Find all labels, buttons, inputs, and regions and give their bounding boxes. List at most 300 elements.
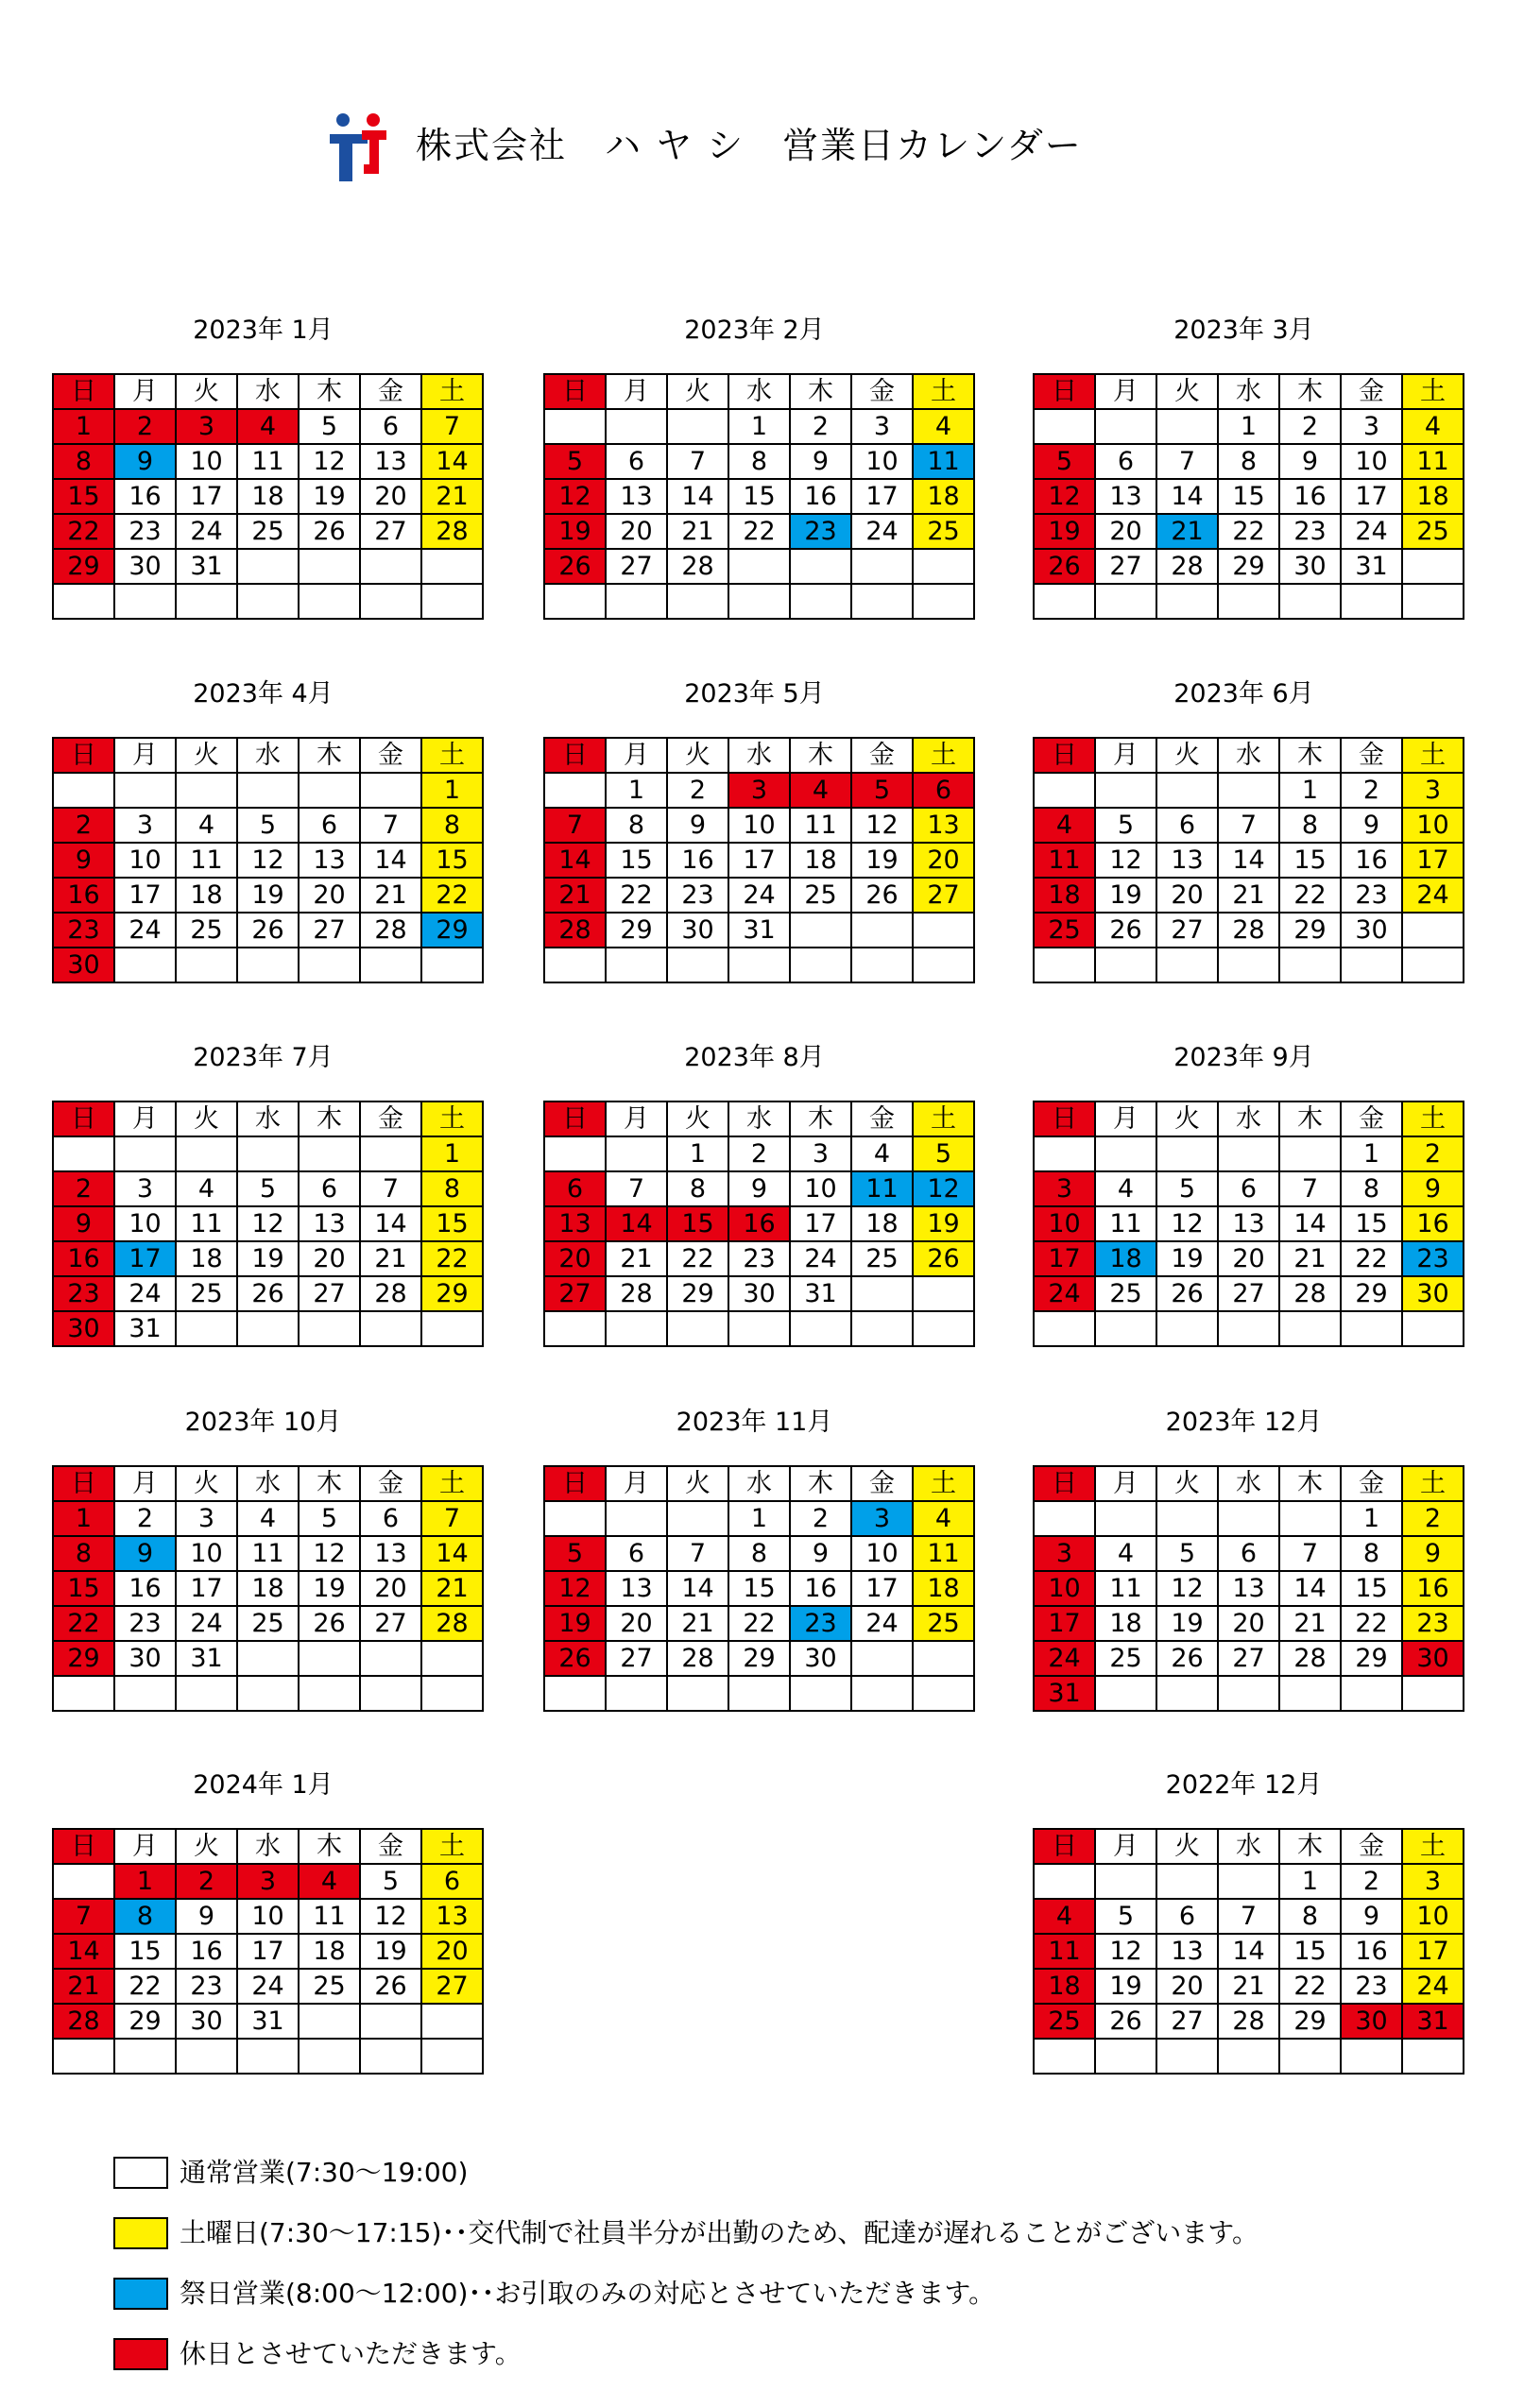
day-cell: 28 — [1279, 1276, 1341, 1311]
day-cell: 15 — [606, 843, 667, 878]
weekday-header: 土 — [1402, 374, 1464, 409]
empty-cell — [606, 1676, 667, 1711]
day-cell: 31 — [728, 913, 790, 948]
empty-cell — [421, 584, 483, 619]
day-cell: 11 — [1034, 843, 1095, 878]
day-cell: 17 — [851, 479, 913, 514]
day-cell: 12 — [299, 1536, 360, 1571]
day-cell: 12 — [237, 843, 299, 878]
empty-cell — [1156, 1136, 1218, 1171]
week-row — [544, 1136, 974, 1171]
month-table — [543, 737, 975, 983]
empty-cell — [851, 1641, 913, 1676]
weekday-header: 金 — [360, 1829, 421, 1864]
empty-cell — [851, 584, 913, 619]
week-row — [544, 1276, 974, 1311]
day-cell: 10 — [728, 808, 790, 843]
day-cell: 30 — [176, 2004, 237, 2039]
day-cell: 18 — [299, 1934, 360, 1969]
weekday-header-row — [544, 374, 974, 409]
weekday-header: 火 — [176, 1102, 237, 1136]
day-cell: 1 — [728, 1501, 790, 1536]
week-row — [53, 1899, 483, 1934]
day-cell: 14 — [667, 1571, 728, 1606]
weekday-header: 木 — [1279, 374, 1341, 409]
day-cell: 9 — [114, 444, 176, 479]
day-cell: 20 — [606, 514, 667, 549]
week-row — [1034, 479, 1464, 514]
empty-cell — [544, 773, 606, 808]
day-cell: 28 — [421, 514, 483, 549]
day-cell: 20 — [299, 1241, 360, 1276]
week-row — [544, 1501, 974, 1536]
day-cell: 17 — [1034, 1241, 1095, 1276]
day-cell: 4 — [299, 1864, 360, 1899]
empty-cell — [1341, 1311, 1402, 1346]
empty-cell — [1279, 1501, 1341, 1536]
weekday-header: 火 — [667, 738, 728, 773]
weekday-header: 月 — [606, 1102, 667, 1136]
day-cell: 8 — [1341, 1536, 1402, 1571]
day-cell: 31 — [790, 1276, 851, 1311]
empty-cell — [728, 1311, 790, 1346]
day-cell: 21 — [360, 878, 421, 913]
month-title: 2023年 8月 — [684, 1043, 825, 1072]
empty-cell — [1218, 584, 1279, 619]
day-cell: 3 — [790, 1136, 851, 1171]
week-row — [1034, 1571, 1464, 1606]
day-cell: 6 — [299, 808, 360, 843]
weekday-header: 水 — [728, 738, 790, 773]
day-cell: 25 — [1034, 913, 1095, 948]
day-cell: 19 — [237, 878, 299, 913]
day-cell: 29 — [728, 1641, 790, 1676]
weekday-header: 水 — [728, 1102, 790, 1136]
day-cell: 27 — [1095, 549, 1156, 584]
day-cell: 1 — [728, 409, 790, 444]
day-cell: 7 — [421, 1501, 483, 1536]
empty-cell — [237, 1136, 299, 1171]
day-cell: 28 — [667, 1641, 728, 1676]
week-row — [53, 444, 483, 479]
empty-cell — [606, 1501, 667, 1536]
day-cell: 11 — [790, 808, 851, 843]
week-row — [1034, 514, 1464, 549]
day-cell: 19 — [851, 843, 913, 878]
day-cell: 15 — [114, 1934, 176, 1969]
weekday-header: 金 — [851, 1466, 913, 1501]
weekday-header: 日 — [544, 1466, 606, 1501]
empty-cell — [1095, 409, 1156, 444]
weekday-header-row — [1034, 738, 1464, 773]
day-cell: 21 — [606, 1241, 667, 1276]
day-cell: 8 — [114, 1899, 176, 1934]
day-cell: 14 — [606, 1206, 667, 1241]
day-cell: 2 — [1402, 1136, 1464, 1171]
day-cell: 22 — [728, 1606, 790, 1641]
day-cell: 5 — [1156, 1171, 1218, 1206]
weekday-header-row — [53, 374, 483, 409]
day-cell: 11 — [237, 444, 299, 479]
day-cell: 18 — [237, 479, 299, 514]
weekday-header-row — [1034, 1466, 1464, 1501]
day-cell: 31 — [1402, 2004, 1464, 2039]
day-cell: 14 — [1156, 479, 1218, 514]
day-cell: 5 — [1095, 1899, 1156, 1934]
empty-cell — [851, 913, 913, 948]
empty-cell — [606, 1311, 667, 1346]
day-cell: 8 — [728, 1536, 790, 1571]
week-row — [53, 1206, 483, 1241]
day-cell: 10 — [1341, 444, 1402, 479]
weekday-header: 月 — [1095, 738, 1156, 773]
month-title: 2023年 7月 — [193, 1043, 334, 1072]
day-cell: 24 — [851, 514, 913, 549]
empty-cell — [1218, 2039, 1279, 2074]
day-cell: 15 — [1341, 1571, 1402, 1606]
day-cell: 1 — [1341, 1501, 1402, 1536]
legend-swatch-red — [113, 2338, 168, 2370]
day-cell: 11 — [1034, 1934, 1095, 1969]
day-cell: 21 — [667, 514, 728, 549]
empty-cell — [53, 1136, 114, 1171]
empty-cell — [299, 773, 360, 808]
day-cell: 22 — [1279, 1969, 1341, 2004]
day-cell: 28 — [1156, 549, 1218, 584]
day-cell: 21 — [1279, 1241, 1341, 1276]
weekday-header: 金 — [360, 1466, 421, 1501]
day-cell: 21 — [667, 1606, 728, 1641]
weekday-header: 水 — [237, 1466, 299, 1501]
day-cell: 26 — [544, 1641, 606, 1676]
empty-cell — [421, 1641, 483, 1676]
week-row — [53, 1171, 483, 1206]
week-row — [1034, 1536, 1464, 1571]
day-cell: 11 — [913, 1536, 974, 1571]
day-cell: 10 — [1402, 808, 1464, 843]
day-cell: 16 — [1402, 1571, 1464, 1606]
empty-cell — [667, 948, 728, 982]
weekday-header: 日 — [1034, 738, 1095, 773]
day-cell: 5 — [1095, 808, 1156, 843]
empty-cell — [544, 1676, 606, 1711]
empty-cell — [114, 773, 176, 808]
empty-cell — [1402, 1676, 1464, 1711]
month-title: 2023年 5月 — [684, 679, 825, 709]
day-cell: 12 — [360, 1899, 421, 1934]
weekday-header-row — [53, 1102, 483, 1136]
weekday-header: 水 — [728, 374, 790, 409]
day-cell: 22 — [421, 1241, 483, 1276]
empty-cell — [237, 2039, 299, 2074]
day-cell: 15 — [667, 1206, 728, 1241]
week-row — [53, 948, 483, 982]
weekday-header: 金 — [1341, 1102, 1402, 1136]
day-cell: 30 — [114, 549, 176, 584]
week-row — [1034, 1501, 1464, 1536]
week-row — [53, 1864, 483, 1899]
weekday-header: 土 — [1402, 1102, 1464, 1136]
day-cell: 13 — [913, 808, 974, 843]
empty-cell — [913, 948, 974, 982]
day-cell: 30 — [1279, 549, 1341, 584]
day-cell: 3 — [1034, 1171, 1095, 1206]
day-cell: 2 — [790, 1501, 851, 1536]
empty-cell — [1402, 1311, 1464, 1346]
weekday-header: 水 — [237, 1829, 299, 1864]
weekday-header-row — [544, 1102, 974, 1136]
empty-cell — [851, 1276, 913, 1311]
week-row — [1034, 913, 1464, 948]
month-table — [1033, 1465, 1464, 1712]
weekday-header: 木 — [790, 374, 851, 409]
day-cell: 9 — [790, 444, 851, 479]
day-cell: 18 — [913, 479, 974, 514]
weekday-header-row — [53, 1466, 483, 1501]
empty-cell — [790, 913, 851, 948]
empty-cell — [1034, 773, 1095, 808]
day-cell: 20 — [1218, 1606, 1279, 1641]
weekday-header: 土 — [421, 374, 483, 409]
day-cell: 15 — [728, 479, 790, 514]
empty-cell — [176, 584, 237, 619]
weekday-header: 水 — [728, 1466, 790, 1501]
day-cell: 11 — [299, 1899, 360, 1934]
day-cell: 7 — [1156, 444, 1218, 479]
empty-cell — [53, 1864, 114, 1899]
month-table — [543, 1101, 975, 1347]
weekday-header: 日 — [53, 374, 114, 409]
weekday-header: 土 — [1402, 1466, 1464, 1501]
day-cell: 9 — [114, 1536, 176, 1571]
day-cell: 14 — [421, 444, 483, 479]
weekday-header: 火 — [1156, 374, 1218, 409]
day-cell: 19 — [1156, 1241, 1218, 1276]
week-row — [1034, 1864, 1464, 1899]
week-row — [544, 913, 974, 948]
day-cell: 29 — [1279, 913, 1341, 948]
empty-cell — [421, 549, 483, 584]
day-cell: 11 — [851, 1171, 913, 1206]
week-row — [53, 843, 483, 878]
day-cell: 31 — [114, 1311, 176, 1346]
header — [0, 111, 1524, 187]
empty-cell — [360, 1641, 421, 1676]
empty-cell — [913, 549, 974, 584]
empty-cell — [360, 2039, 421, 2074]
weekday-header: 月 — [114, 1829, 176, 1864]
legend-swatch-blue — [113, 2278, 168, 2310]
week-row — [53, 479, 483, 514]
weekday-header: 水 — [1218, 1466, 1279, 1501]
day-cell: 14 — [667, 479, 728, 514]
empty-cell — [913, 1676, 974, 1711]
empty-cell — [1279, 1311, 1341, 1346]
empty-cell — [790, 1311, 851, 1346]
empty-cell — [360, 549, 421, 584]
empty-cell — [1095, 584, 1156, 619]
week-row — [1034, 1241, 1464, 1276]
day-cell: 23 — [790, 1606, 851, 1641]
weekday-header: 金 — [360, 738, 421, 773]
day-cell: 6 — [544, 1171, 606, 1206]
day-cell: 4 — [851, 1136, 913, 1171]
legend-swatch-white — [113, 2157, 168, 2189]
day-cell: 28 — [421, 1606, 483, 1641]
day-cell: 8 — [53, 1536, 114, 1571]
weekday-header: 金 — [360, 1102, 421, 1136]
empty-cell — [851, 549, 913, 584]
day-cell: 2 — [53, 808, 114, 843]
month-title: 2023年 9月 — [1173, 1043, 1314, 1072]
weekday-header: 木 — [299, 738, 360, 773]
day-cell: 2 — [176, 1864, 237, 1899]
week-row — [544, 444, 974, 479]
month-title: 2023年 6月 — [1173, 679, 1314, 709]
weekday-header-row — [1034, 1829, 1464, 1864]
week-row — [53, 1606, 483, 1641]
day-cell: 23 — [114, 1606, 176, 1641]
day-cell: 2 — [53, 1171, 114, 1206]
day-cell: 31 — [237, 2004, 299, 2039]
day-cell: 13 — [299, 1206, 360, 1241]
empty-cell — [667, 1311, 728, 1346]
day-cell: 6 — [1218, 1171, 1279, 1206]
day-cell: 27 — [360, 1606, 421, 1641]
empty-cell — [237, 1311, 299, 1346]
day-cell: 17 — [1402, 843, 1464, 878]
day-cell: 24 — [176, 514, 237, 549]
day-cell: 26 — [851, 878, 913, 913]
day-cell: 18 — [1402, 479, 1464, 514]
day-cell: 16 — [1402, 1206, 1464, 1241]
week-row — [1034, 584, 1464, 619]
day-cell: 26 — [1095, 913, 1156, 948]
day-cell: 9 — [1402, 1171, 1464, 1206]
week-row — [1034, 773, 1464, 808]
day-cell: 14 — [544, 843, 606, 878]
week-row — [1034, 409, 1464, 444]
empty-cell — [421, 1311, 483, 1346]
day-cell: 5 — [360, 1864, 421, 1899]
day-cell: 14 — [1279, 1206, 1341, 1241]
weekday-header: 月 — [1095, 374, 1156, 409]
weekday-header: 水 — [237, 1102, 299, 1136]
day-cell: 23 — [114, 514, 176, 549]
day-cell: 10 — [851, 444, 913, 479]
day-cell: 17 — [176, 479, 237, 514]
day-cell: 7 — [360, 808, 421, 843]
day-cell: 15 — [1279, 1934, 1341, 1969]
week-row — [1034, 1899, 1464, 1934]
day-cell: 1 — [421, 773, 483, 808]
day-cell: 18 — [790, 843, 851, 878]
day-cell: 2 — [728, 1136, 790, 1171]
weekday-header: 月 — [1095, 1466, 1156, 1501]
empty-cell — [1034, 1864, 1095, 1899]
day-cell: 6 — [913, 773, 974, 808]
day-cell: 3 — [728, 773, 790, 808]
day-cell: 15 — [728, 1571, 790, 1606]
month-table — [52, 1828, 484, 2075]
empty-cell — [176, 948, 237, 982]
day-cell: 2 — [667, 773, 728, 808]
day-cell: 24 — [114, 1276, 176, 1311]
day-cell: 30 — [114, 1641, 176, 1676]
day-cell: 27 — [1156, 2004, 1218, 2039]
weekday-header: 月 — [606, 738, 667, 773]
company-logo-icon — [326, 111, 390, 181]
week-row — [1034, 549, 1464, 584]
week-row — [1034, 2004, 1464, 2039]
week-row — [53, 409, 483, 444]
day-cell: 28 — [360, 913, 421, 948]
day-cell: 6 — [421, 1864, 483, 1899]
day-cell: 5 — [299, 1501, 360, 1536]
weekday-header: 土 — [421, 738, 483, 773]
day-cell: 1 — [53, 1501, 114, 1536]
weekday-header: 土 — [421, 1102, 483, 1136]
empty-cell — [1218, 1136, 1279, 1171]
day-cell: 13 — [544, 1206, 606, 1241]
day-cell: 25 — [176, 1276, 237, 1311]
day-cell: 15 — [53, 1571, 114, 1606]
day-cell: 23 — [1341, 878, 1402, 913]
empty-cell — [544, 584, 606, 619]
day-cell: 6 — [606, 1536, 667, 1571]
week-row — [1034, 1934, 1464, 1969]
day-cell: 30 — [790, 1641, 851, 1676]
week-row — [544, 1571, 974, 1606]
day-cell: 29 — [421, 1276, 483, 1311]
day-cell: 28 — [53, 2004, 114, 2039]
day-cell: 5 — [1156, 1536, 1218, 1571]
empty-cell — [1034, 584, 1095, 619]
day-cell: 16 — [1341, 843, 1402, 878]
day-cell: 13 — [606, 479, 667, 514]
day-cell: 30 — [1402, 1641, 1464, 1676]
month-table — [1033, 1101, 1464, 1347]
day-cell: 20 — [1156, 1969, 1218, 2004]
weekday-header: 月 — [1095, 1829, 1156, 1864]
week-row — [1034, 1606, 1464, 1641]
day-cell: 19 — [1095, 1969, 1156, 2004]
day-cell: 14 — [53, 1934, 114, 1969]
weekday-header: 火 — [176, 374, 237, 409]
day-cell: 15 — [1218, 479, 1279, 514]
day-cell: 1 — [1279, 773, 1341, 808]
empty-cell — [299, 1676, 360, 1711]
day-cell: 27 — [421, 1969, 483, 2004]
day-cell: 19 — [1156, 1606, 1218, 1641]
day-cell: 3 — [114, 808, 176, 843]
day-cell: 5 — [851, 773, 913, 808]
day-cell: 25 — [1034, 2004, 1095, 2039]
weekday-header: 水 — [1218, 1102, 1279, 1136]
week-row — [544, 549, 974, 584]
week-row — [53, 878, 483, 913]
day-cell: 3 — [851, 1501, 913, 1536]
day-cell: 27 — [299, 913, 360, 948]
day-cell: 22 — [1218, 514, 1279, 549]
week-row — [544, 1311, 974, 1346]
month-table — [52, 737, 484, 983]
day-cell: 22 — [114, 1969, 176, 2004]
day-cell: 9 — [1341, 1899, 1402, 1934]
day-cell: 9 — [790, 1536, 851, 1571]
empty-cell — [606, 948, 667, 982]
day-cell: 19 — [544, 1606, 606, 1641]
